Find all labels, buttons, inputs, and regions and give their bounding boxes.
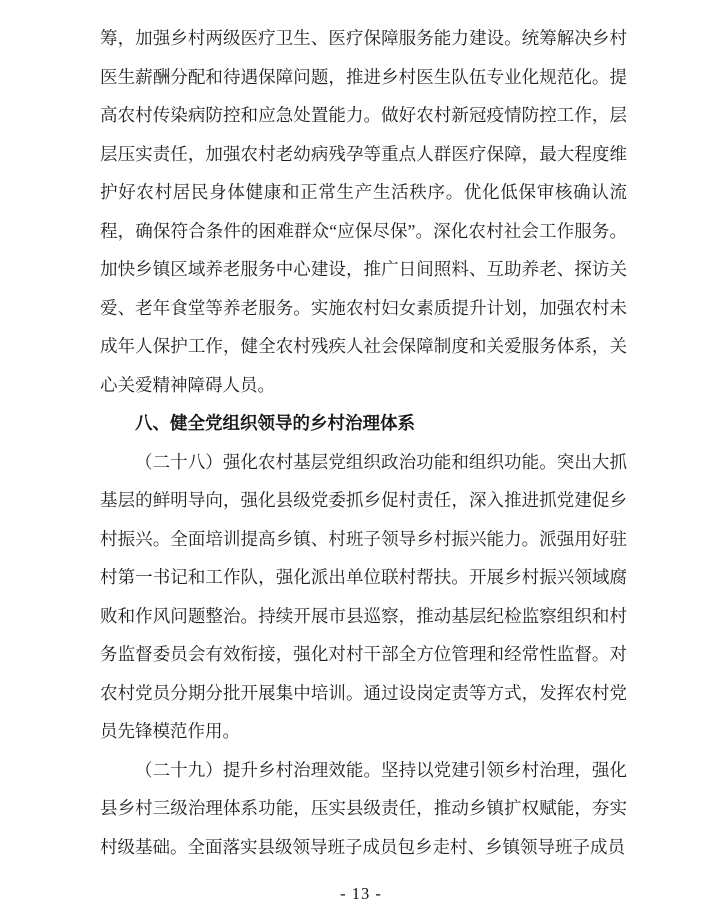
- paragraph: 筹，加强乡村两级医疗卫生、医疗保障服务能力建设。统筹解决乡村医生薪酬分配和待遇保障问题，推进乡村医生队伍专业化规范化。提高农村传染病防控和应急处置能力。做好农村新冠疫情防控工作，层层压实责任，加强农村老幼病残孕等重点人群医疗保障，最大程度维护好农村居民身体健康和正常生产生活秩序。优化低保审核确认流程，确保符合条件的困难群众“应保尽保”。深化农村社会工作服务。加快乡镇区域养老服务中心建设，推广日间照料、互助养老、探访关爱、老年食堂等养老服务。实施农村妇女素质提升计划，加强农村未成年人保护工作，健全农村残疾人社会保障制度和关爱服务体系，关心关爱精神障碍人员。: [100, 28, 627, 395]
- paragraph: （二十八）强化农村基层党组织政治功能和组织功能。突出大抓基层的鲜明导向，强化县级党委抓乡促村责任，深入推进抓党建促乡村振兴。全面培训提高乡镇、村班子领导乡村振兴能力。派强用好驻村第一书记和工作队，强化派出单位联村帮扶。开展乡村振兴领域腐败和作风问题整治。持续开展市县巡察，推动基层纪检监察组织和村务监督委员会有效衔接，强化对村干部全方位管理和经常性监督。对农村党员分期分批开展集中培训。通过设岗定责等方式，发挥农村党员先锋模范作用。: [100, 451, 627, 741]
- page-number: - 13 -: [340, 884, 382, 903]
- paragraph: （二十九）提升乡村治理效能。坚持以党建引领乡村治理，强化县乡村三级治理体系功能，压实县级责任，推动乡镇扩权赋能，夯实村级基础。全面落实县级领导班子成员包乡走村、乡镇领导班子成员: [100, 759, 627, 857]
- document-body: [100, 19, 627, 866]
- section-heading: 八、健全党组织领导的乡村治理体系: [135, 413, 415, 433]
